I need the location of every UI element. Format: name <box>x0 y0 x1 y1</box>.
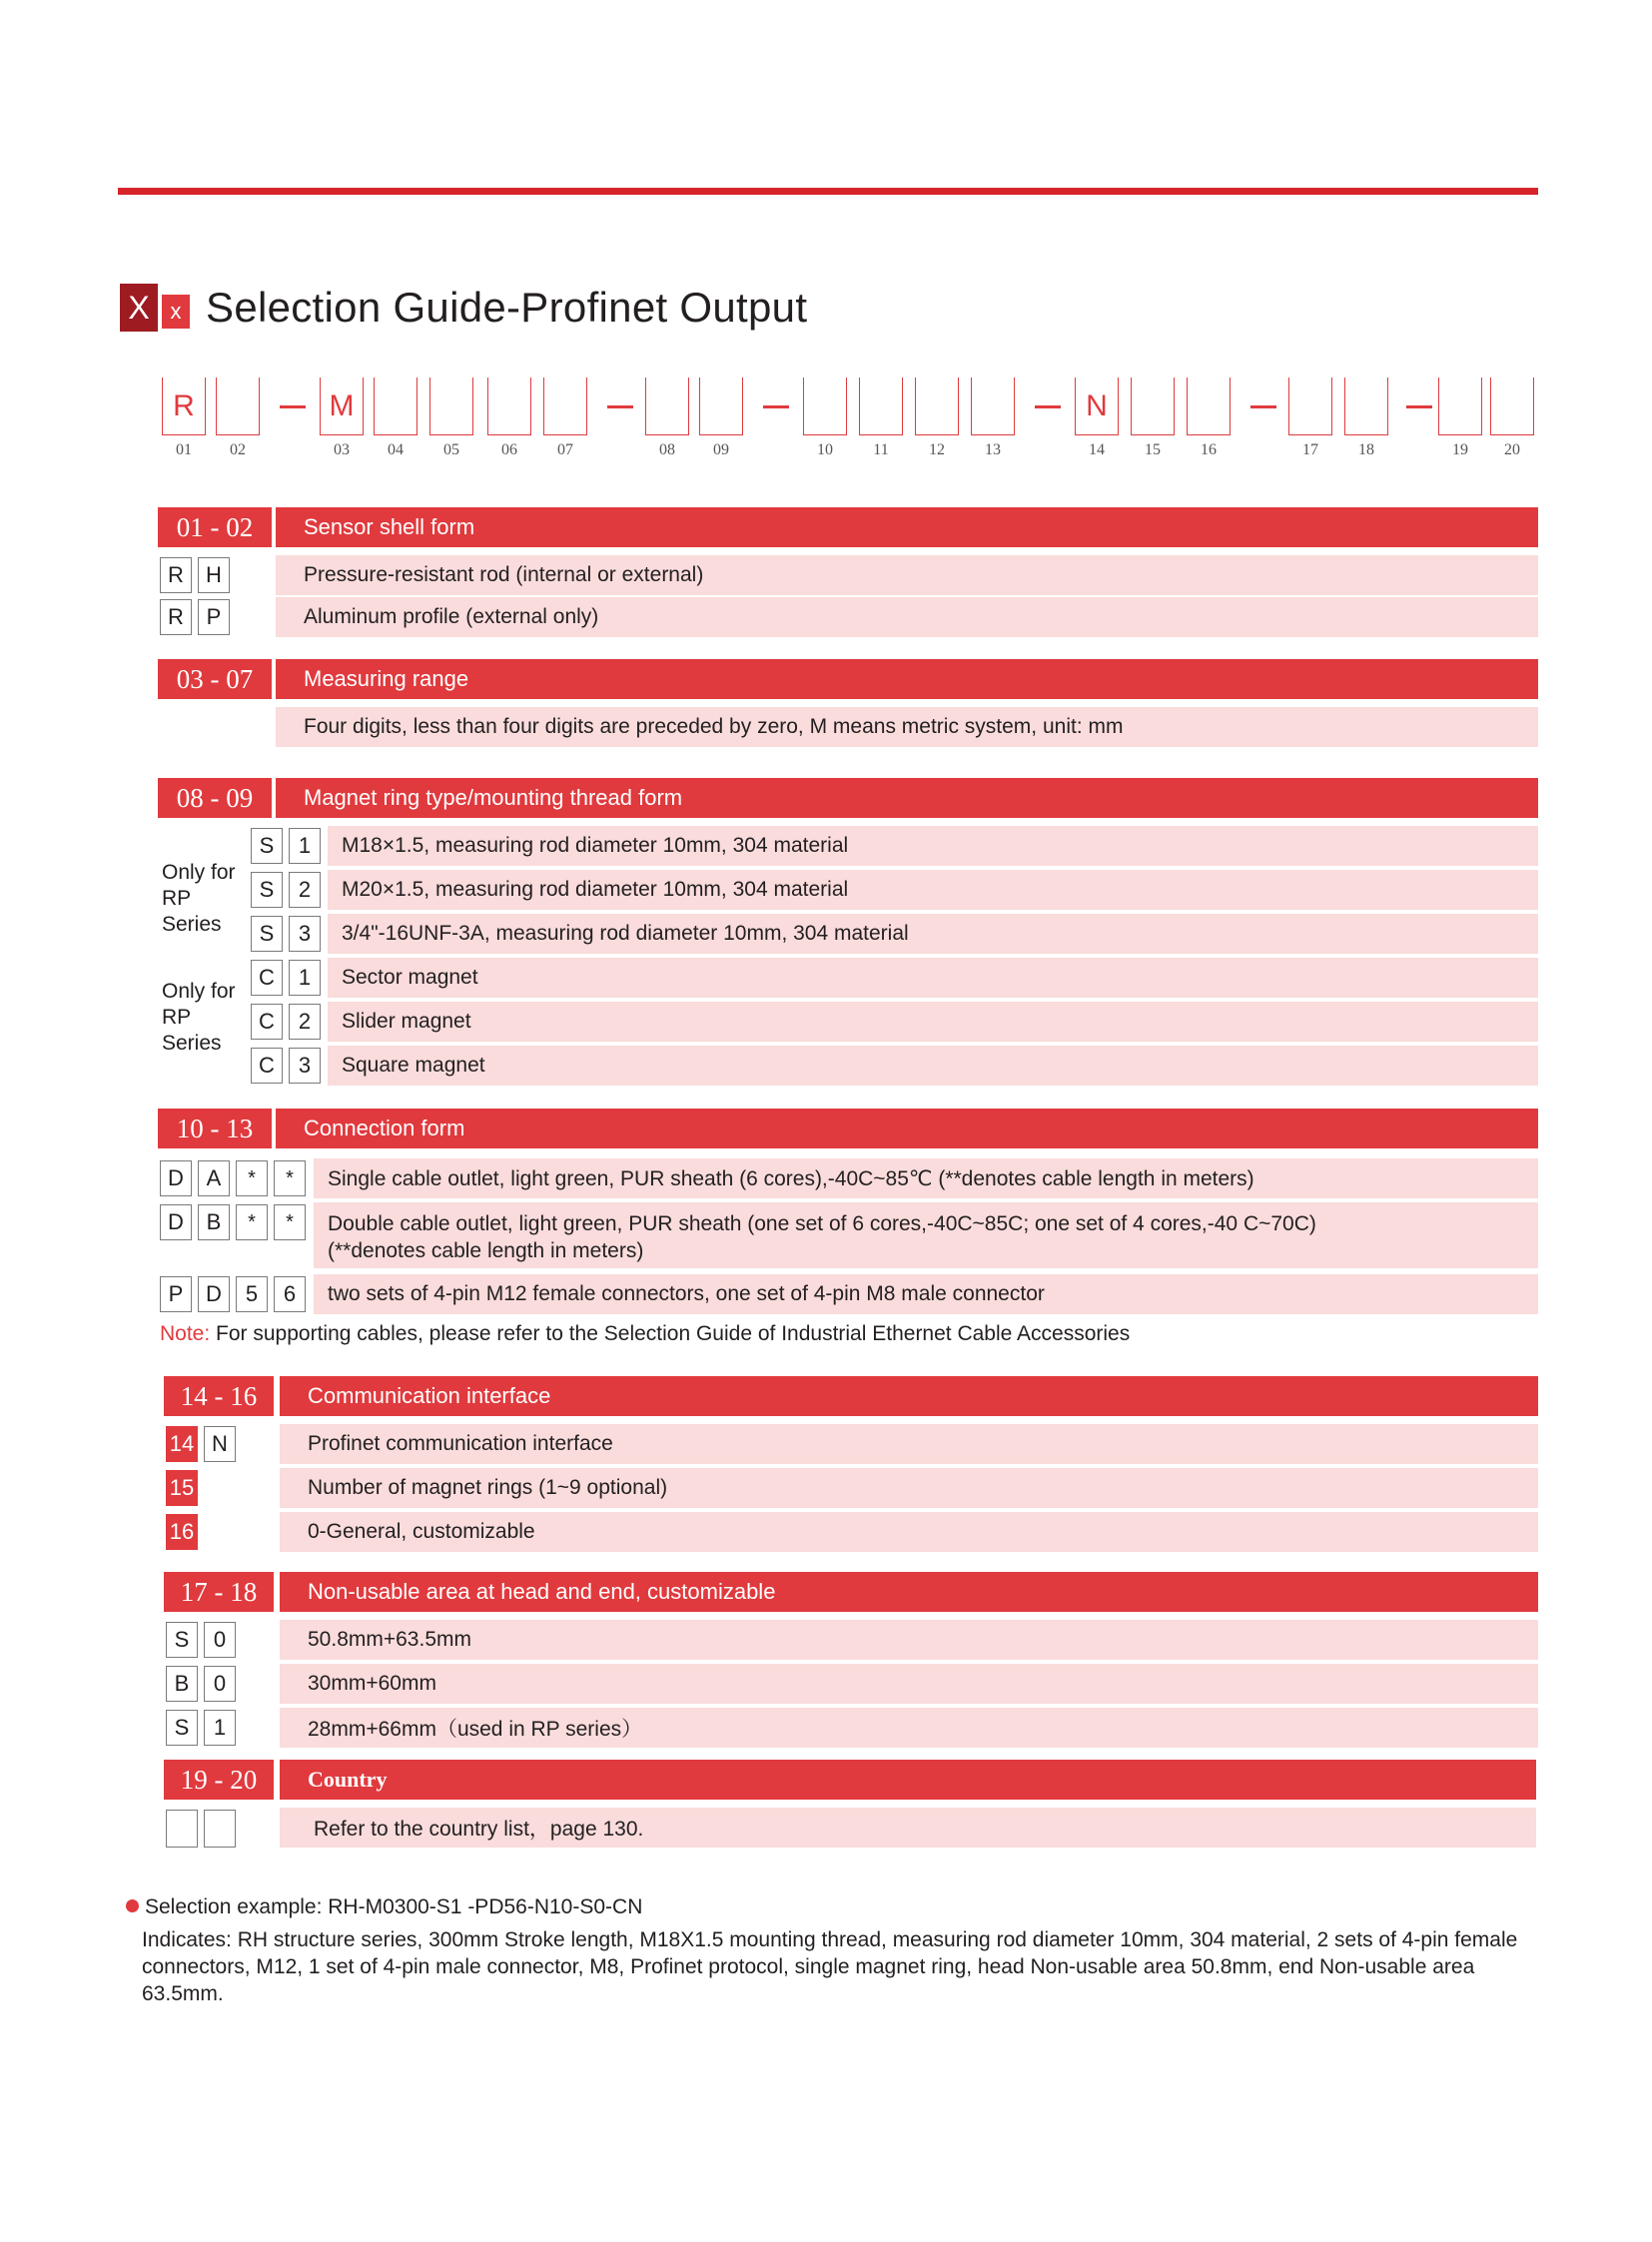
section-header-measuring-range: Measuring range <box>276 659 1538 699</box>
code-box-15 <box>1131 377 1175 435</box>
code-cell: B <box>198 1204 230 1240</box>
section-code-01-02: 01 - 02 <box>158 507 272 547</box>
section-header-magnet-ring: Magnet ring type/mounting thread form <box>276 778 1538 818</box>
group-label-rp-series: Only for RP Series <box>162 861 236 936</box>
code-number: 20 <box>1504 441 1520 458</box>
example-description: Indicates: RH structure series, 300mm Stroke length, M18X1.5 mounting thread, measuring rod diameter 10mm, 304 material, 2 sets of 4-pin female connectors, M12, 1 set of 4-pin male connector, M8, Profinet protocol, single magnet ring, head Non-usable area 50.8mm, end Non-usable area 63.5mm. <box>142 1928 1518 2005</box>
code-cell: D <box>198 1276 230 1312</box>
code-box-02 <box>216 377 260 435</box>
option-row: M18×1.5, measuring rod diameter 10mm, 304 material <box>328 826 1538 866</box>
option-row: Number of magnet rings (1~9 optional) <box>280 1468 1538 1508</box>
code-cell: S <box>251 828 283 864</box>
section-header-non-usable-area: Non-usable area at head and end, customizable <box>280 1572 1538 1612</box>
code-cell: S <box>251 872 283 908</box>
code-cell: 3 <box>289 916 321 952</box>
section-header-shell-form: Sensor shell form <box>276 507 1538 547</box>
code-cell: A <box>198 1160 230 1196</box>
code-box-11 <box>859 377 903 435</box>
code-cell: * <box>236 1160 268 1196</box>
code-template <box>158 377 1536 469</box>
code-cell: N <box>204 1426 236 1462</box>
code-number: 07 <box>557 441 573 458</box>
code-box-19 <box>1438 377 1482 435</box>
example-code: Selection example: RH-M0300-S1 -PD56-N10-S0-CN <box>145 1895 643 1918</box>
code-cell-empty <box>204 1810 236 1848</box>
note-label: Note: <box>160 1322 211 1345</box>
code-cell: * <box>274 1160 306 1196</box>
code-cell: C <box>251 1048 283 1084</box>
option-row: Four digits, less than four digits are preceded by zero, M means metric system, unit: mm <box>276 707 1538 747</box>
code-cell: 1 <box>289 828 321 864</box>
code-cell: 0 <box>204 1666 236 1702</box>
code-number: 03 <box>334 441 350 458</box>
example-line <box>126 1893 1554 1920</box>
code-dash <box>763 405 789 408</box>
code-cell: 3 <box>289 1048 321 1084</box>
code-cell: S <box>166 1710 198 1746</box>
code-box-12 <box>915 377 959 435</box>
code-box-04 <box>374 377 417 435</box>
code-box-10 <box>803 377 847 435</box>
option-row: 30mm+60mm <box>280 1664 1538 1704</box>
option-row: Slider magnet <box>328 1002 1538 1042</box>
option-row: 50.8mm+63.5mm <box>280 1620 1538 1660</box>
code-number: 11 <box>873 441 889 458</box>
code-dash <box>1406 405 1432 408</box>
option-text: Double cable outlet, light green, PUR sheath (one set of 6 cores,-40C~85C; one set of 4 cores,-40 C~70C) <box>328 1212 1316 1235</box>
code-box-18 <box>1344 377 1388 435</box>
chapter-badge-small: x <box>162 295 190 329</box>
code-box-06 <box>487 377 531 435</box>
note-text: For supporting cables, please refer to the Selection Guide of Industrial Ethernet Cable Accessories <box>210 1322 1131 1345</box>
section-header-country: Country <box>280 1760 1536 1800</box>
code-cell: 2 <box>289 1004 321 1040</box>
code-number: 04 <box>388 441 404 458</box>
option-row: 0-General, customizable <box>280 1512 1538 1552</box>
option-row: Profinet communication interface <box>280 1424 1538 1464</box>
bullet-dot-icon <box>126 1899 139 1912</box>
code-cell: C <box>251 960 283 996</box>
code-cell: R <box>160 557 192 593</box>
option-row: M20×1.5, measuring rod diameter 10mm, 304 material <box>328 870 1538 910</box>
code-dash <box>1035 405 1061 408</box>
code-number: 02 <box>230 441 246 458</box>
code-number: 05 <box>443 441 459 458</box>
option-text-continued: (**denotes cable length in meters) <box>328 1239 644 1262</box>
code-cell: B <box>166 1666 198 1702</box>
code-number: 17 <box>1302 441 1318 458</box>
option-row: Single cable outlet, light green, PUR sheath (6 cores),-40C~85℃ (**denotes cable length in meters) <box>314 1158 1538 1198</box>
code-cell: P <box>160 1276 192 1312</box>
code-dash <box>607 405 633 408</box>
code-cell: * <box>236 1204 268 1240</box>
code-number: 18 <box>1358 441 1374 458</box>
code-cell: D <box>160 1160 192 1196</box>
code-cell: R <box>160 599 192 635</box>
top-rule <box>118 188 1538 195</box>
option-row: Refer to the country list，page 130. <box>280 1808 1536 1848</box>
code-box-17 <box>1288 377 1332 435</box>
code-box-13 <box>971 377 1015 435</box>
option-row: two sets of 4-pin M12 female connectors, one set of 4-pin M8 male connector <box>314 1274 1538 1314</box>
code-number: 09 <box>713 441 729 458</box>
title-text: Selection Guide-Profinet Output <box>206 284 808 331</box>
code-box-14: N <box>1075 377 1119 435</box>
code-number: 12 <box>929 441 945 458</box>
code-cell: S <box>166 1622 198 1658</box>
code-box-07 <box>543 377 587 435</box>
section-code-08-09: 08 - 09 <box>158 778 272 818</box>
section-header-communication: Communication interface <box>280 1376 1538 1416</box>
code-number: 06 <box>501 441 517 458</box>
section-code-03-07: 03 - 07 <box>158 659 272 699</box>
code-number: 16 <box>1201 441 1217 458</box>
option-row: 3/4"-16UNF-3A, measuring rod diameter 10mm, 304 material <box>328 914 1538 954</box>
section-code-19-20: 19 - 20 <box>164 1760 274 1800</box>
code-number: 01 <box>176 441 192 458</box>
selection-example <box>126 1893 1554 2007</box>
code-box-03: M <box>320 377 364 435</box>
code-cell: S <box>251 916 283 952</box>
digit-index-16: 16 <box>166 1514 198 1550</box>
code-box-09 <box>699 377 743 435</box>
code-number: 14 <box>1089 441 1105 458</box>
option-row <box>314 1202 1538 1268</box>
option-row: Pressure-resistant rod (internal or external) <box>276 555 1538 595</box>
option-row: Aluminum profile (external only) <box>276 597 1538 637</box>
code-number: 15 <box>1145 441 1161 458</box>
code-box-01: R <box>162 377 206 435</box>
code-cell-empty <box>166 1810 198 1848</box>
code-cell: 6 <box>274 1276 306 1312</box>
code-cell: * <box>274 1204 306 1240</box>
option-row: 28mm+66mm（used in RP series） <box>280 1708 1538 1748</box>
code-cell: 2 <box>289 872 321 908</box>
code-cell: H <box>198 557 230 593</box>
code-number: 08 <box>659 441 675 458</box>
code-cell: 1 <box>289 960 321 996</box>
section-header-connection-form: Connection form <box>276 1109 1538 1148</box>
code-cell: D <box>160 1204 192 1240</box>
code-dash <box>280 405 306 408</box>
section-code-17-18: 17 - 18 <box>164 1572 274 1612</box>
code-box-05 <box>429 377 473 435</box>
note <box>160 1322 1130 1346</box>
code-number: 13 <box>985 441 1001 458</box>
code-cell: P <box>198 599 230 635</box>
group-label-rp-series: Only for RP Series <box>162 980 236 1055</box>
section-code-14-16: 14 - 16 <box>164 1376 274 1416</box>
option-row: Square magnet <box>328 1046 1538 1086</box>
code-cell: C <box>251 1004 283 1040</box>
code-dash <box>1250 405 1276 408</box>
code-box-20 <box>1490 377 1534 435</box>
code-box-16 <box>1187 377 1231 435</box>
code-cell: 5 <box>236 1276 268 1312</box>
code-box-08 <box>645 377 689 435</box>
page-title <box>120 282 807 334</box>
digit-index-15: 15 <box>166 1470 198 1506</box>
digit-index-14: 14 <box>166 1426 198 1462</box>
code-cell: 0 <box>204 1622 236 1658</box>
section-code-10-13: 10 - 13 <box>158 1109 272 1148</box>
chapter-badge: X <box>120 284 158 332</box>
code-number: 10 <box>817 441 833 458</box>
option-row: Sector magnet <box>328 958 1538 998</box>
code-number: 19 <box>1452 441 1468 458</box>
code-cell: 1 <box>204 1710 236 1746</box>
